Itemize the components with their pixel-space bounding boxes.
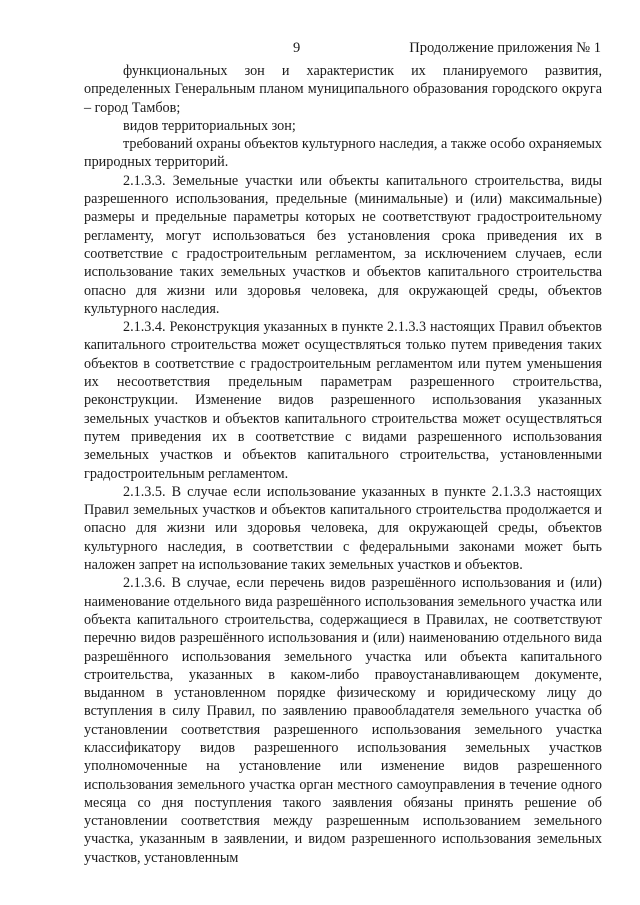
paragraph-zones-characteristics: функциональных зон и характеристик их планируемого развития, определенных Генеральным планом муниципального образования городского округа – город Тамбов; [84, 63, 602, 116]
paragraph-2-1-3-5: 2.1.3.5. В случае если использование указанных в пункте 2.1.3.3 настоящих Правил земельных участков и объектов капитального строительства продолжается и опасно для жизни или здоровья человека, для окружающей среды, объектов культурного наследия, в соответствии с федеральными законами может быть наложен запрет на использование таких земельных участков и объектов. [84, 483, 602, 574]
paragraph-heritage-requirements: требований охраны объектов культурного наследия, а также особо охраняемых природных территорий. [84, 136, 602, 171]
paragraph-2-1-3-4: 2.1.3.4. Реконструкция указанных в пункте 2.1.3.3 настоящих Правил объектов капитального строительства может осуществляться только путем приведения таких объектов в соответствие с градостроительным регламентом или путем уменьшения их несоответствия предельным параметрам разрешенного строительства, реконструкции. Изменение видов разрешенного использования указанных земельных участков и объектов капитального строительства может осуществляться путем приведения их в соответствие с видами разрешенного использования земельных участков и объектов капитального строительства, установленными градостроительным регламентом. [84, 319, 602, 482]
paragraph-2-1-3-3: 2.1.3.3. Земельные участки или объекты капитального строительства, виды разрешенного использования, предельные (минимальные) и (или) максимальные) размеры и предельные параметры которых не соответствуют градостроительному регламенту, могут использоваться без установления срока приведения их в соответствие с градостроительным регламентом, за исключением случаев, если использование таких земельных участков и объектов капитального строительства опасно для жизни или здоровья человека, для окружающей среды, объектов культурного наследия. [84, 172, 602, 317]
appendix-continuation-note: Продолжение приложения № 1 [409, 40, 601, 56]
paragraph-2-1-3-6: 2.1.3.6. В случае, если перечень видов разрешённого использования и (или) наименование отдельного вида разрешённого использования земельного участка или объекта капитального строительства, содержащиеся в Правилах, не соответствуют перечню видов разрешённого использования и (или) наименованию отдельного вида разрешённого использования земельного участка или объекта капитального строительства, указанных в каком-либо правоустанавливающем документе, выданном в установленном порядке физическому и юридическому лицу до вступления в силу Правил, по заявлению правообладателя земельного участка об установлении соответствия разрешенного использования земельного участка классификатору видов разрешенного использования земельных участков уполномоченные на установление или изменение видов разрешенного использования земельного участка орган местного самоуправления в течение одного месяца со дня поступления такого заявления обязаны принять решение об установлении соответствия между разрешенным использованием земельного участка, указанным в заявлении, и видом разрешенного использования земельных участков, установленным [84, 575, 602, 866]
page-number: 9 [293, 40, 301, 56]
page-header [0, 40, 640, 60]
paragraph-territorial-zones: видов территориальных зон; [123, 117, 296, 134]
document-body [84, 62, 602, 867]
